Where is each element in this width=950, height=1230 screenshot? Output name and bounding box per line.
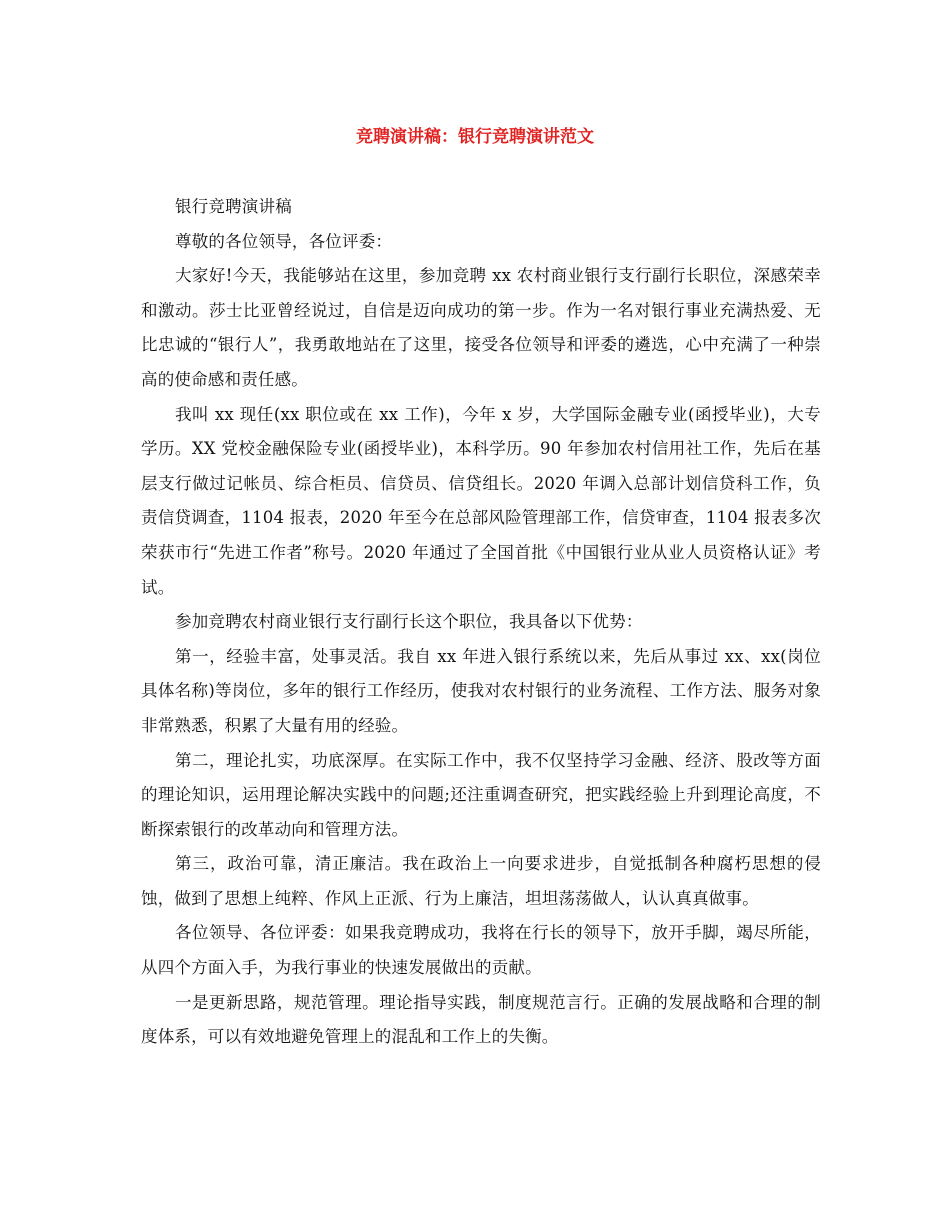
paragraph-advantage-1: 第一，经验丰富，处事灵活。我自 xx 年进入银行系统以来，先后从事过 xx、xx(岗位具体名称)等岗位，多年的银行工作经历，使我对农村银行的业务流程、工作方法、服务对象非常熟悉，积累了大量有用的经验。: [141, 646, 821, 735]
paragraph-advantages-intro: 参加竞聘农村商业银行支行副行长这个职位，我具备以下优势：: [175, 612, 643, 632]
paragraph-advantage-3: 第三，政治可靠，清正廉洁。我在政治上一向要求进步，自觉抵制各种腐朽思想的侵蚀，做到了思想上纯粹、作风上正派、行为上廉洁，坦坦荡荡做人，认认真真做事。: [141, 854, 821, 908]
paragraph-salutation: 尊敬的各位领导，各位评委：: [175, 231, 393, 251]
paragraph-commitment: 各位领导、各位评委：如果我竞聘成功，我将在行长的领导下，放开手脚，竭尽所能，从四个方面入手，为我行事业的快速发展做出的贡献。: [141, 923, 821, 978]
document-title: 竞聘演讲稿：银行竞聘演讲范文: [356, 127, 594, 147]
paragraph-opening: 大家好!今天，我能够站在这里，参加竞聘 xx 农村商业银行支行副行长职位，深感荣幸和激动。莎士比亚曾经说过，自信是迈向成功的第一步。作为一名对银行事业充满热爱、无比忠诚的“银行人”，我勇敢地站在了这里，接受各位领导和评委的遴选，心中充满了一种崇高的使命感和责任感。: [141, 266, 821, 389]
document-body: [141, 190, 821, 1055]
paragraph-plan-1: 一是更新思路，规范管理。理论指导实践，制度规范言行。正确的发展战略和合理的制度体系，可以有效地避免管理上的混乱和工作上的失衡。: [141, 992, 821, 1047]
paragraph-introduction: 我叫 xx 现任(xx 职位或在 xx 工作)，今年 x 岁，大学国际金融专业(函授毕业)，大专学历。XX 党校金融保险专业(函授毕业)，本科学历。90 年参加农村信用社工作，先后在基层支行做过记帐员、综合柜员、信贷员、信贷组长。2020 年调入总部计划信贷科工作，负责信贷调查，1104 报表，2020 年至今在总部风险管理部工作，信贷审查，1104 报表多次荣获市行“先进工作者”称号。2020 年通过了全国首批《中国银行业从业人员资格认证》考试。: [141, 404, 821, 597]
paragraph-advantage-2: 第二，理论扎实，功底深厚。在实际工作中，我不仅坚持学习金融、经济、股改等方面的理论知识，运用理论解决实践中的问题;还注重调查研究，把实践经验上升到理论高度，不断探索银行的改革动向和管理方法。: [141, 750, 821, 839]
paragraph-heading: 银行竞聘演讲稿: [175, 197, 292, 216]
